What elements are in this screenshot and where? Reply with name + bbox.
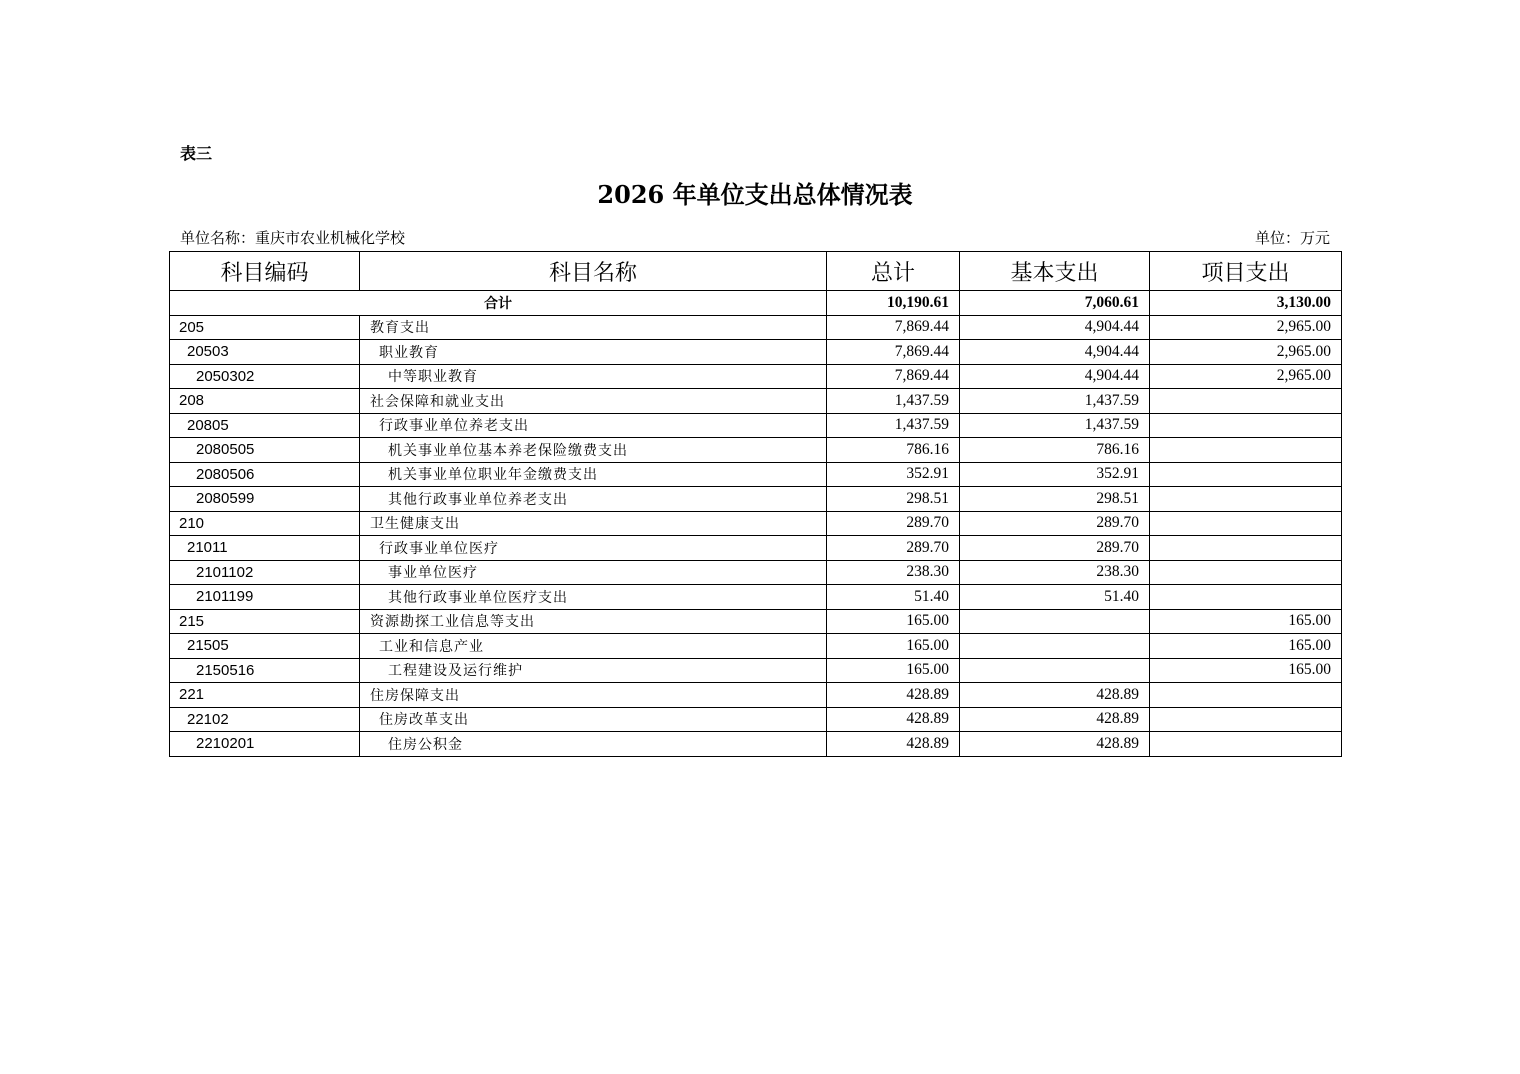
cell-code: 2101102 <box>170 560 360 585</box>
cell-name: 工业和信息产业 <box>360 634 827 659</box>
cell-name: 其他行政事业单位养老支出 <box>360 487 827 512</box>
cell-project: 2,965.00 <box>1150 340 1342 365</box>
cell-basic: 428.89 <box>960 707 1150 732</box>
cell-name: 机关事业单位职业年金缴费支出 <box>360 462 827 487</box>
cell-project <box>1150 462 1342 487</box>
table-row <box>170 683 1342 708</box>
cell-name: 卫生健康支出 <box>360 511 827 536</box>
cell-basic <box>960 634 1150 659</box>
cell-project <box>1150 732 1342 757</box>
cell-project <box>1150 560 1342 585</box>
cell-code: 2080599 <box>170 487 360 512</box>
cell-basic: 786.16 <box>960 438 1150 463</box>
table-row <box>170 389 1342 414</box>
cell-total: 238.30 <box>827 560 960 585</box>
cell-total: 165.00 <box>827 658 960 683</box>
total-basic: 7,060.61 <box>960 291 1150 316</box>
cell-code: 2080506 <box>170 462 360 487</box>
cell-code: 20503 <box>170 340 360 365</box>
cell-total: 786.16 <box>827 438 960 463</box>
cell-name: 教育支出 <box>360 315 827 340</box>
total-project: 3,130.00 <box>1150 291 1342 316</box>
cell-project <box>1150 536 1342 561</box>
unit-name: 单位名称：重庆市农业机械化学校 <box>180 229 406 247</box>
cell-total: 352.91 <box>827 462 960 487</box>
cell-basic: 4,904.44 <box>960 340 1150 365</box>
header-project: 项目支出 <box>1150 252 1342 291</box>
cell-basic: 1,437.59 <box>960 413 1150 438</box>
cell-total: 1,437.59 <box>827 413 960 438</box>
cell-total: 289.70 <box>827 511 960 536</box>
cell-name: 职业教育 <box>360 340 827 365</box>
cell-code: 21011 <box>170 536 360 561</box>
cell-total: 428.89 <box>827 683 960 708</box>
cell-code: 2080505 <box>170 438 360 463</box>
cell-basic <box>960 609 1150 634</box>
table-row <box>170 732 1342 757</box>
cell-code: 221 <box>170 683 360 708</box>
table-row <box>170 462 1342 487</box>
total-label: 合计 <box>170 291 827 316</box>
expenditure-table <box>169 251 1342 757</box>
table-row <box>170 487 1342 512</box>
cell-basic: 1,437.59 <box>960 389 1150 414</box>
cell-code: 2150516 <box>170 658 360 683</box>
header-name: 科目名称 <box>360 252 827 291</box>
cell-code: 2050302 <box>170 364 360 389</box>
cell-name: 住房改革支出 <box>360 707 827 732</box>
cell-name: 事业单位医疗 <box>360 560 827 585</box>
cell-code: 205 <box>170 315 360 340</box>
table-row <box>170 413 1342 438</box>
total-row <box>170 291 1342 316</box>
cell-basic: 428.89 <box>960 683 1150 708</box>
cell-basic: 238.30 <box>960 560 1150 585</box>
cell-project <box>1150 413 1342 438</box>
cell-code: 210 <box>170 511 360 536</box>
cell-project <box>1150 487 1342 512</box>
cell-project: 165.00 <box>1150 658 1342 683</box>
header-basic: 基本支出 <box>960 252 1150 291</box>
cell-total: 1,437.59 <box>827 389 960 414</box>
cell-name: 行政事业单位医疗 <box>360 536 827 561</box>
table-row <box>170 438 1342 463</box>
cell-basic: 289.70 <box>960 511 1150 536</box>
cell-name: 其他行政事业单位医疗支出 <box>360 585 827 610</box>
cell-code: 2101199 <box>170 585 360 610</box>
cell-basic: 352.91 <box>960 462 1150 487</box>
cell-project: 165.00 <box>1150 609 1342 634</box>
table-row <box>170 585 1342 610</box>
table-row <box>170 707 1342 732</box>
cell-basic: 4,904.44 <box>960 315 1150 340</box>
cell-total: 51.40 <box>827 585 960 610</box>
cell-total: 165.00 <box>827 609 960 634</box>
cell-basic: 289.70 <box>960 536 1150 561</box>
table-row <box>170 560 1342 585</box>
cell-code: 22102 <box>170 707 360 732</box>
cell-name: 行政事业单位养老支出 <box>360 413 827 438</box>
cell-total: 7,869.44 <box>827 315 960 340</box>
table-row <box>170 609 1342 634</box>
table-row <box>170 340 1342 365</box>
table-row <box>170 634 1342 659</box>
table-row <box>170 364 1342 389</box>
cell-total: 289.70 <box>827 536 960 561</box>
table-row <box>170 511 1342 536</box>
cell-name: 工程建设及运行维护 <box>360 658 827 683</box>
cell-basic: 298.51 <box>960 487 1150 512</box>
cell-project: 2,965.00 <box>1150 315 1342 340</box>
header-code: 科目编码 <box>170 252 360 291</box>
cell-total: 7,869.44 <box>827 364 960 389</box>
cell-code: 2210201 <box>170 732 360 757</box>
cell-code: 215 <box>170 609 360 634</box>
cell-project: 2,965.00 <box>1150 364 1342 389</box>
cell-name: 住房公积金 <box>360 732 827 757</box>
cell-name: 机关事业单位基本养老保险缴费支出 <box>360 438 827 463</box>
unit-measure: 单位：万元 <box>1254 229 1330 247</box>
cell-project <box>1150 511 1342 536</box>
cell-name: 社会保障和就业支出 <box>360 389 827 414</box>
cell-code: 208 <box>170 389 360 414</box>
cell-basic <box>960 658 1150 683</box>
table-label: 表三 <box>180 144 213 163</box>
cell-project <box>1150 585 1342 610</box>
table-row <box>170 536 1342 561</box>
cell-code: 21505 <box>170 634 360 659</box>
cell-name: 中等职业教育 <box>360 364 827 389</box>
cell-code: 20805 <box>170 413 360 438</box>
cell-total: 298.51 <box>827 487 960 512</box>
table-header-row <box>170 252 1342 291</box>
cell-basic: 4,904.44 <box>960 364 1150 389</box>
cell-project <box>1150 389 1342 414</box>
cell-project <box>1150 438 1342 463</box>
cell-project <box>1150 683 1342 708</box>
cell-basic: 428.89 <box>960 732 1150 757</box>
total-total: 10,190.61 <box>827 291 960 316</box>
cell-total: 7,869.44 <box>827 340 960 365</box>
header-total: 总计 <box>827 252 960 291</box>
cell-total: 428.89 <box>827 732 960 757</box>
table-row <box>170 658 1342 683</box>
page-title: 2026 年单位支出总体情况表 <box>597 180 913 209</box>
cell-project <box>1150 707 1342 732</box>
cell-basic: 51.40 <box>960 585 1150 610</box>
cell-total: 165.00 <box>827 634 960 659</box>
table-row <box>170 315 1342 340</box>
cell-total: 428.89 <box>827 707 960 732</box>
cell-name: 住房保障支出 <box>360 683 827 708</box>
cell-project: 165.00 <box>1150 634 1342 659</box>
cell-name: 资源勘探工业信息等支出 <box>360 609 827 634</box>
